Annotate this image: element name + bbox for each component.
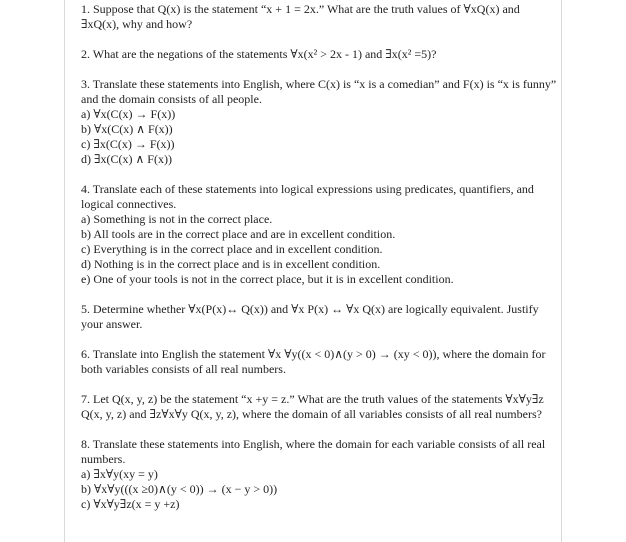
- question-4-item-e: e) One of your tools is not in the correct place, but it is in excellent condition.: [81, 272, 454, 286]
- question-8-item-c: c) ∀x∀y∃z(x = y +z): [81, 497, 180, 511]
- question-6: [81, 347, 561, 377]
- question-6-text: 6. Translate into English the statement ∀x ∀y((x < 0)∧(y > 0) → (xy < 0)), where the domain for both variables consists of all real numbers.: [81, 347, 546, 376]
- question-4-item-d: d) Nothing is in the correct place and is in excellent condition.: [81, 257, 381, 271]
- question-1-text: 1. Suppose that Q(x) is the statement “x + 1 = 2x.” What are the truth values of ∀xQ(x) and ∃xQ(x), why and how?: [81, 2, 520, 31]
- question-8-item-a: a) ∃x∀y(xy = y): [81, 467, 158, 481]
- question-4-item-b: b) All tools are in the correct place and are in excellent condition.: [81, 227, 396, 241]
- question-7-text: 7. Let Q(x, y, z) be the statement “x +y = z.” What are the truth values of the statements ∀x∀y∃z Q(x, y, z) and ∃z∀x∀y Q(x, y, z), where the domain of all variables consists of all real numbers?: [81, 392, 544, 421]
- question-3-item-c: c) ∃x(C(x) → F(x)): [81, 137, 175, 151]
- question-2: [81, 47, 561, 62]
- question-4-text: 4. Translate each of these statements into logical expressions using predicates, quantifiers, and logical connectives.: [81, 182, 534, 211]
- question-1: [81, 2, 561, 32]
- question-4-item-a: a) Something is not in the correct place.: [81, 212, 273, 226]
- question-4: [81, 182, 561, 287]
- question-5: [81, 302, 561, 332]
- question-5-text: 5. Determine whether ∀x(P(x)↔ Q(x)) and ∀x P(x) ↔ ∀x Q(x) are logically equivalent. Justify your answer.: [81, 302, 539, 331]
- question-8-text: 8. Translate these statements into English, where the domain for each variable consists of all real numbers.: [81, 437, 546, 466]
- question-2-text: 2. What are the negations of the statements ∀x(x² > 2x - 1) and ∃x(x² =5)?: [81, 47, 437, 61]
- question-8: [81, 437, 561, 512]
- question-7: [81, 392, 561, 422]
- question-3-item-b: b) ∀x(C(x) ∧ F(x)): [81, 122, 173, 136]
- document-page: [64, 0, 562, 542]
- question-3-item-a: a) ∀x(C(x) → F(x)): [81, 107, 176, 121]
- question-3: [81, 77, 561, 167]
- question-8-item-b: b) ∀x∀y(((x ≥0)∧(y < 0)) → (x − y > 0)): [81, 482, 278, 496]
- question-3-text: 3. Translate these statements into English, where C(x) is “x is a comedian” and F(x) is “x is funny” and the domain consists of all people.: [81, 77, 557, 106]
- question-4-item-c: c) Everything is in the correct place and in excellent condition.: [81, 242, 383, 256]
- question-3-item-d: d) ∃x(C(x) ∧ F(x)): [81, 152, 172, 166]
